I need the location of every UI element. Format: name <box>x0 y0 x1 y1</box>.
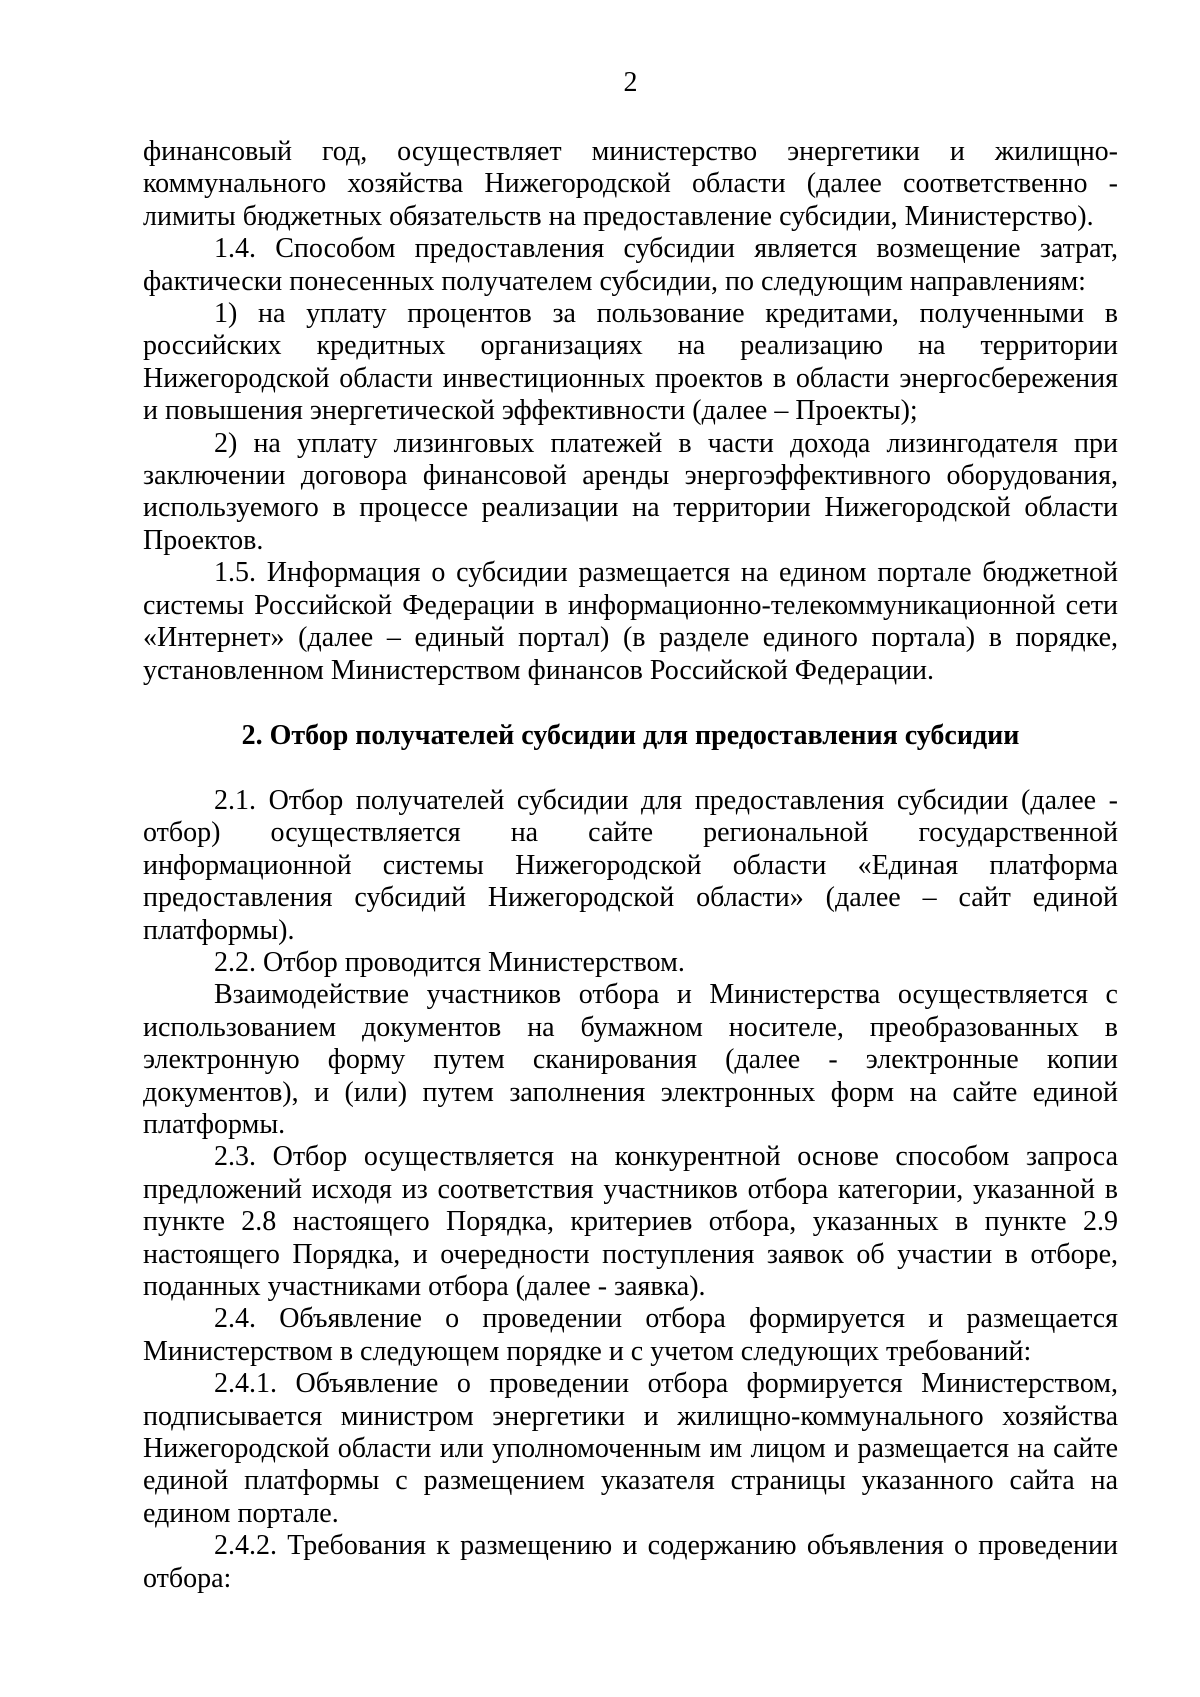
paragraph-2-2: 2.2. Отбор проводится Министерством. <box>214 946 685 978</box>
paragraph-1-5: 1.5. Информация о субсидии размещается на едином портале бюджетной системы Российской Федерации в информационно-телекоммуникационной сети «Интернет» (далее – единый портал) (в разделе единого портала) в порядке, установленном Министерством финансов Российской Федерации. <box>143 557 1118 686</box>
paragraph-2-1: 2.1. Отбор получателей субсидии для предоставления субсидии (далее - отбор) осуществляется на сайте региональной государственной информационной системы Нижегородской области «Единая платформа предоставления субсидий Нижегородской области» (далее – сайт единой платформы). <box>143 784 1118 946</box>
paragraph-interaction: Взаимодействие участников отбора и Министерства осуществляется с использованием документов на бумажном носителе, преобразованных в электронную форму путем сканирования (далее - электронные копии документов), и (или) путем заполнения электронных форм на сайте единой платформы. <box>143 979 1118 1140</box>
paragraph-2-3: 2.3. Отбор осуществляется на конкурентной основе способом запроса предложений исходя из соответствия участников отбора категории, указанной в пункте 2.8 настоящего Порядка, критериев отбора, указанных в пункте 2.9 настоящего Порядка, и очередности поступления заявок об участии в отборе, поданных участниками отбора (далее - заявка). <box>143 1141 1118 1302</box>
paragraph-list-item-1: 1) на уплату процентов за пользование кредитами, полученными в российских кредитных организациях на реализацию на территории Нижегородской области инвестиционных проектов в области энергосбережения и повышения энергетической эффективности (далее – Проекты); <box>143 298 1118 427</box>
paragraph-continuation: финансовый год, осуществляет министерство энергетики и жилищно-коммунального хозяйства Нижегородской области (далее соответственно - лимиты бюджетных обязательств на предоставление субсидии, Министерство). <box>143 136 1118 232</box>
document-body <box>143 136 1118 1595</box>
paragraph-2-4-2: 2.4.2. Требования к размещению и содержанию объявления о проведении отбора: <box>143 1530 1118 1594</box>
paragraph-1-4: 1.4. Способом предоставления субсидии является возмещение затрат, фактически понесенных получателем субсидии, по следующим направлениям: <box>143 233 1118 297</box>
page-number: 2 <box>623 67 638 98</box>
paragraph-2-4: 2.4. Объявление о проведении отбора формируется и размещается Министерством в следующем порядке и с учетом следующих требований: <box>143 1303 1118 1367</box>
paragraph-list-item-2: 2) на уплату лизинговых платежей в части дохода лизингодателя при заключении договора финансовой аренды энергоэффективного оборудования, используемого в процессе реализации на территории Нижегородской области Проектов. <box>143 427 1118 556</box>
section-heading: 2. Отбор получателей субсидии для предоставления субсидии <box>241 719 1020 751</box>
paragraph-2-4-1: 2.4.1. Объявление о проведении отбора формируется Министерством, подписывается министром энергетики и жилищно-коммунального хозяйства Нижегородской области или уполномоченным им лицом и размещается на сайте единой платформы с размещением указателя страницы указанного сайта на едином портале. <box>143 1368 1118 1529</box>
